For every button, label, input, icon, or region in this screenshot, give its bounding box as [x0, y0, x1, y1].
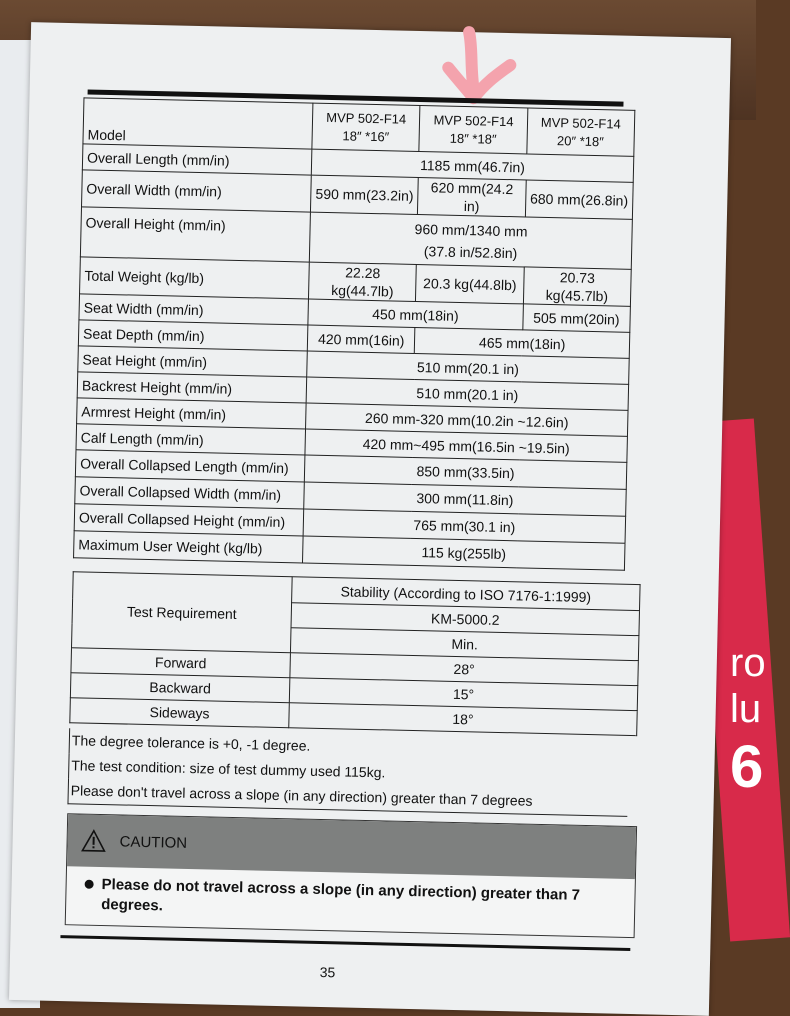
overall-width-value-3: 680 mm(26.8in): [525, 180, 633, 219]
stability-notes: [67, 728, 629, 817]
model-name-2: MVP 502-F14: [433, 111, 514, 129]
model-label: Model: [83, 98, 313, 149]
collapsed-height-label: Overall Collapsed Height (mm/in): [74, 504, 304, 536]
red-booklet-text-line2: lu: [730, 687, 762, 731]
armrest-height-value: 260 mm-320 mm(10.2in ~12.6in): [306, 403, 629, 436]
armrest-height-label: Armrest Height (mm/in): [77, 398, 307, 429]
spec-table: [73, 97, 635, 570]
note-slope: Please don't travel across a slope (in any direction) greater than 7 degrees: [67, 778, 627, 817]
seat-height-value: 510 mm(20.1 in): [307, 351, 630, 384]
overall-width-value-2: 620 mm(24.2 in): [418, 178, 526, 217]
red-booklet-text-line1: ro: [730, 641, 766, 685]
seat-width-label: Seat Width (mm/in): [79, 294, 309, 325]
model-header-3: [526, 108, 634, 156]
calf-length-value: 420 mm~495 mm(16.5in ~19.5in): [305, 429, 628, 462]
seat-width-value-12: 450 mm(18in): [308, 299, 523, 330]
page-number: 35: [319, 963, 336, 981]
note-test-condition: The test condition: size of test dummy used 115kg.: [68, 753, 628, 791]
calf-length-label: Calf Length (mm/in): [76, 424, 306, 455]
backward-value: 15°: [289, 678, 637, 711]
total-weight-value-1: 22.28 kg(44.7lb): [308, 262, 416, 301]
collapsed-height-value: 765 mm(30.1 in): [303, 509, 626, 543]
model-header-1: [312, 103, 420, 151]
total-weight-value-3: 20.73 kg(45.7lb): [523, 267, 631, 306]
stability-min-header: Min.: [290, 628, 638, 661]
seat-depth-value-1: 420 mm(16in): [307, 325, 415, 353]
overall-length-label: Overall Length (mm/in): [82, 144, 312, 175]
collapsed-width-value: 300 mm(11.8in): [304, 482, 627, 516]
seat-width-value-3: 505 mm(20in): [522, 304, 630, 332]
manual-page: [9, 22, 731, 1016]
model-header-2: [419, 106, 527, 154]
seat-depth-value-23: 465 mm(18in): [415, 327, 630, 358]
total-weight-label: Total Weight (kg/lb): [80, 257, 310, 299]
max-user-weight-value: 115 kg(255lb): [302, 536, 625, 570]
bullet-icon: [85, 880, 94, 889]
collapsed-width-label: Overall Collapsed Width (mm/in): [75, 477, 305, 509]
overall-height-label: Overall Height (mm/in): [80, 207, 310, 262]
warning-icon: [81, 830, 105, 853]
backrest-height-label: Backrest Height (mm/in): [77, 372, 307, 403]
caution-title: CAUTION: [119, 832, 188, 852]
footer-rule: [60, 935, 630, 951]
total-weight-value-2: 20.3 kg(44.8lb): [416, 264, 524, 303]
caution-box: [65, 813, 637, 938]
model-size-2: 18″ *18″: [449, 130, 497, 147]
forward-value: 28°: [290, 653, 638, 686]
model-size-1: 18″ *16″: [342, 127, 390, 144]
stability-standard: Stability (According to ISO 7176-1:1999): [292, 577, 641, 611]
collapsed-length-label: Overall Collapsed Length (mm/in): [75, 450, 305, 482]
model-size-3: 20″ *18″: [556, 132, 605, 149]
max-user-weight-label: Maximum User Weight (kg/lb): [74, 531, 304, 563]
note-tolerance: The degree tolerance is +0, -1 degree.: [69, 728, 629, 766]
red-booklet-text: [730, 640, 766, 802]
overall-width-value-1: 590 mm(23.2in): [310, 175, 418, 214]
overall-height-line2: (37.8 in/52.8in): [423, 242, 518, 261]
backrest-height-value: 510 mm(20.1 in): [306, 377, 629, 410]
overall-length-value: 1185 mm(46.7in): [311, 149, 634, 182]
caution-text: Please do not travel across a slope (in any direction) greater than 7 degrees.: [100, 876, 581, 915]
overall-height-value: [309, 212, 632, 269]
red-booklet-text-line3: 6: [730, 733, 764, 800]
model-name-1: MVP 502-F14: [326, 109, 407, 127]
stability-device: KM-5000.2: [291, 603, 639, 636]
test-requirement-label: Test Requirement: [72, 572, 293, 653]
collapsed-length-value: 850 mm(33.5in): [304, 455, 627, 489]
overall-height-line1: 960 mm/1340 mm: [414, 220, 528, 239]
forward-label: Forward: [71, 648, 291, 678]
sideways-value: 18°: [289, 703, 637, 736]
model-name-3: MVP 502-F14: [540, 114, 621, 132]
backward-label: Backward: [70, 673, 290, 703]
sideways-label: Sideways: [70, 698, 290, 728]
overall-width-label: Overall Width (mm/in): [82, 170, 312, 212]
seat-depth-label: Seat Depth (mm/in): [78, 320, 308, 351]
seat-height-label: Seat Height (mm/in): [78, 346, 308, 377]
stability-table: [69, 571, 640, 736]
